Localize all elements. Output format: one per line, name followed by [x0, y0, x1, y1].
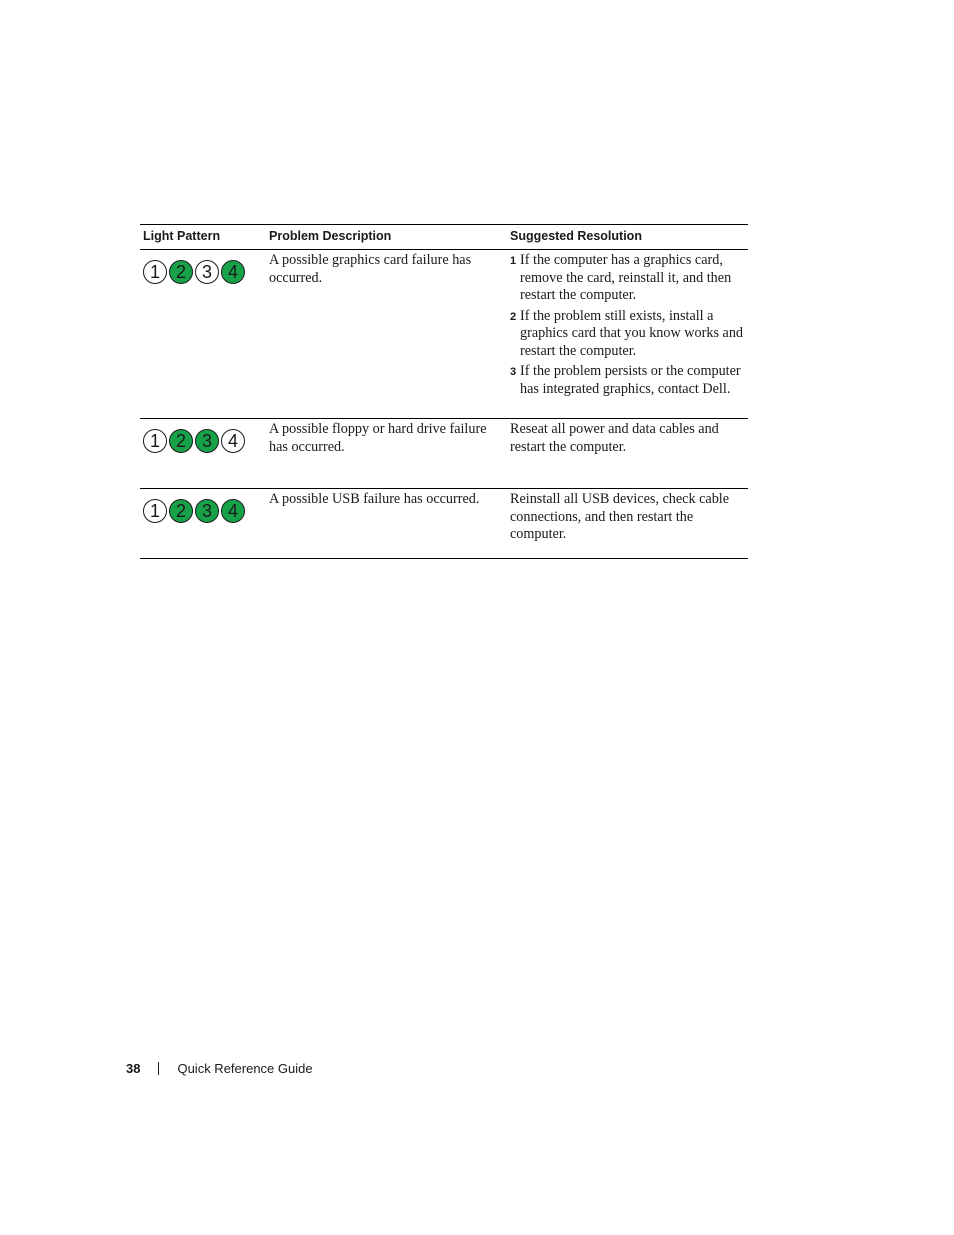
problem-description-cell	[262, 489, 499, 559]
diagnostic-lights-table	[140, 224, 748, 559]
diagnostic-light-3-on: 3	[195, 499, 219, 523]
suggested-resolution-cell	[499, 489, 748, 559]
diagnostic-light-3-off: 3	[195, 260, 219, 284]
diagnostic-light-1-off: 1	[143, 260, 167, 284]
problem-description: A possible graphics card failure has occurred.	[269, 252, 472, 286]
diagnostic-light-2-on: 2	[169, 429, 193, 453]
diagnostic-light-1-off: 1	[143, 429, 167, 453]
footer-divider	[158, 1062, 159, 1075]
page-footer	[126, 1061, 313, 1076]
step-number: 2	[510, 310, 517, 323]
resolution-step	[510, 252, 745, 305]
diagnostic-light-4-off: 4	[221, 429, 245, 453]
step-number: 1	[510, 255, 517, 267]
diagnostic-light-1-off: 1	[143, 499, 167, 523]
suggested-resolution: Reinstall all USB devices, check cable connections, and then restart the computer.	[510, 491, 730, 542]
resolution-step	[510, 308, 745, 361]
diagnostic-light-2-on: 2	[169, 499, 193, 523]
light-pattern-cell	[140, 419, 262, 489]
header-light-pattern: Light Pattern	[140, 225, 262, 250]
problem-description: A possible USB failure has occurred.	[269, 491, 480, 507]
light-pattern	[143, 421, 259, 453]
diagnostic-light-3-on: 3	[195, 429, 219, 453]
page-number: 38	[126, 1061, 141, 1076]
light-pattern	[143, 491, 259, 523]
resolution-steps	[502, 252, 745, 398]
table-row	[140, 250, 748, 419]
table-row	[140, 419, 748, 489]
table-header-row	[140, 225, 748, 250]
resolution-step	[510, 363, 745, 398]
guide-title: Quick Reference Guide	[177, 1061, 313, 1076]
step-number: 3	[510, 366, 517, 378]
problem-description-cell	[262, 250, 499, 419]
table-row	[140, 489, 748, 559]
diagnostic-light-4-on: 4	[221, 260, 245, 284]
diagnostic-light-4-on: 4	[221, 499, 245, 523]
light-pattern-cell	[140, 489, 262, 559]
suggested-resolution-cell	[499, 419, 748, 489]
problem-description-cell	[262, 419, 499, 489]
step-text: If the computer has a graphics card, remove the card, reinstall it, and then restart the computer.	[520, 252, 732, 303]
light-pattern-cell	[140, 250, 262, 419]
light-pattern	[143, 252, 259, 284]
header-suggested-resolution: Suggested Resolution	[499, 225, 748, 250]
step-text: If the problem persists or the computer has integrated graphics, contact Dell.	[520, 363, 741, 397]
header-problem-description: Problem Description	[262, 225, 499, 250]
diagnostic-light-2-on: 2	[169, 260, 193, 284]
step-text: If the problem still exists, install a graphics card that you know works and restart the computer.	[520, 307, 744, 359]
problem-description: A possible floppy or hard drive failure has occurred.	[269, 421, 487, 455]
suggested-resolution: Reseat all power and data cables and restart the computer.	[510, 421, 719, 455]
suggested-resolution-cell	[499, 250, 748, 419]
